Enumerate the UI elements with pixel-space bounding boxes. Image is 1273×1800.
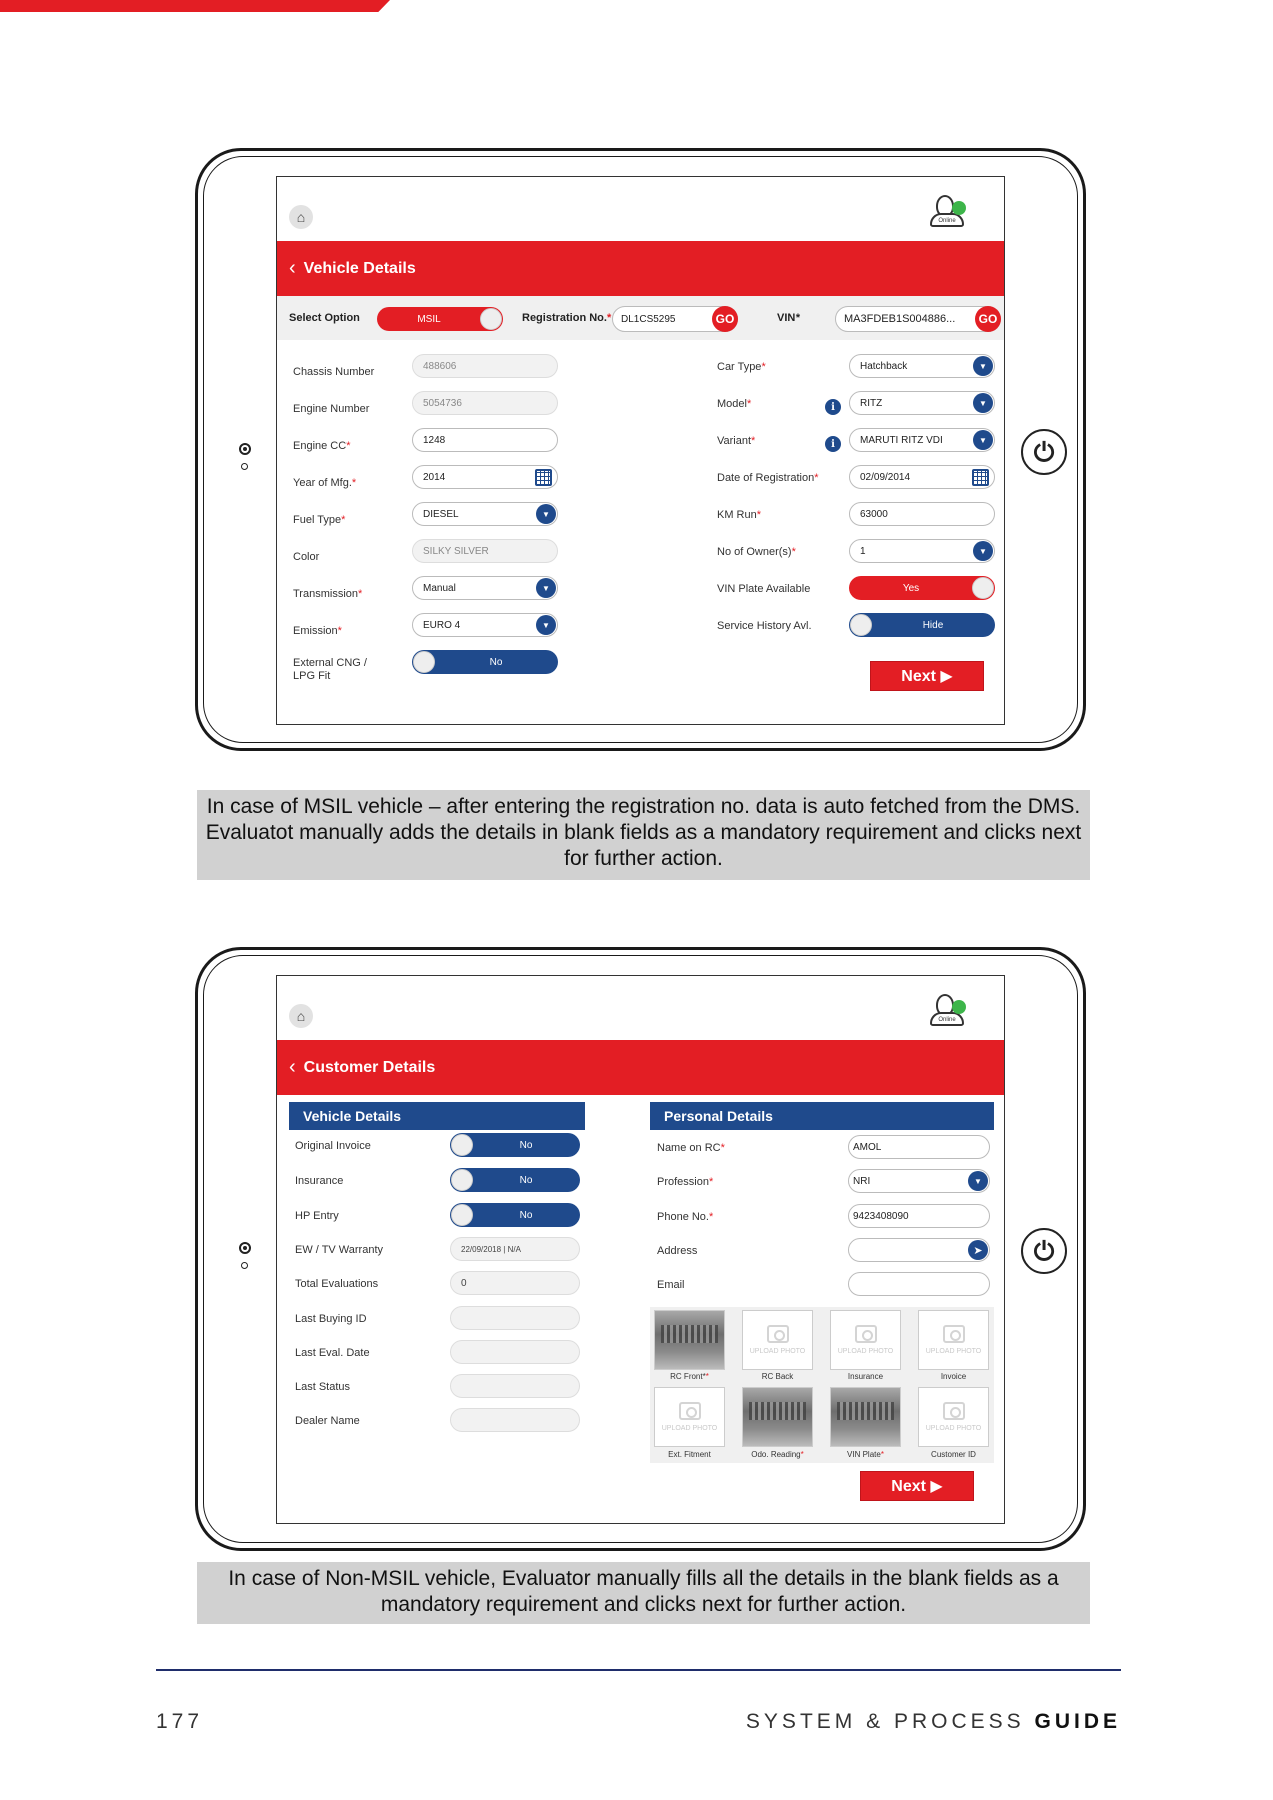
- back-chevron-icon[interactable]: ‹: [289, 1056, 296, 1078]
- profession-label: Profession*: [657, 1176, 714, 1188]
- original-invoice-toggle[interactable]: No: [450, 1133, 580, 1157]
- customer-id-caption: Customer ID: [931, 1450, 976, 1459]
- chevron-down-icon[interactable]: ▼: [536, 615, 556, 635]
- vin-input[interactable]: MA3FDEB1S004886... GO: [835, 306, 1001, 332]
- registration-input[interactable]: DL1CS5295 GO: [612, 306, 738, 332]
- name-on-rc-label: Name on RC*: [657, 1142, 725, 1154]
- customer-id-upload[interactable]: UPLOAD PHOTO: [918, 1387, 989, 1447]
- model-label: Model*: [717, 398, 752, 410]
- insurance-label: Insurance: [295, 1175, 344, 1187]
- car-type-dropdown[interactable]: Hatchback ▼: [849, 354, 995, 378]
- transmission-dropdown[interactable]: Manual ▼: [412, 576, 558, 600]
- camera-icon: [239, 443, 251, 455]
- year-of-mfg-label: Year of Mfg.*: [293, 477, 357, 489]
- sensor-icon: [241, 463, 248, 470]
- rc-front-photo[interactable]: [654, 1310, 725, 1370]
- footer-guide-title: SYSTEM & PROCESS GUIDE: [745, 1710, 1121, 1733]
- footer-rule: [156, 1669, 1121, 1671]
- camera-icon: [767, 1325, 789, 1343]
- vin-go-button[interactable]: GO: [975, 306, 1001, 332]
- phone-no-label: Phone No.*: [657, 1211, 714, 1223]
- year-of-mfg-field[interactable]: 2014: [412, 465, 558, 489]
- registration-label: Registration No.*: [522, 312, 612, 324]
- address-label: Address: [657, 1245, 698, 1257]
- tablet-frame-vehicle-details: [195, 148, 1086, 751]
- personal-details-section-header: Personal Details: [650, 1102, 994, 1130]
- calendar-icon[interactable]: [535, 469, 552, 486]
- engine-number-field[interactable]: 5054736: [412, 391, 558, 415]
- chevron-down-icon[interactable]: ▼: [973, 393, 993, 413]
- hp-entry-label: HP Entry: [295, 1210, 339, 1222]
- power-button-icon[interactable]: ⏻: [1021, 429, 1067, 475]
- color-label: Color: [293, 551, 320, 563]
- rc-front-caption: RC Front**: [670, 1372, 709, 1381]
- insurance-caption: Insurance: [847, 1372, 884, 1381]
- camera-icon: [679, 1402, 701, 1420]
- invoice-upload[interactable]: UPLOAD PHOTO: [918, 1310, 989, 1370]
- online-user-icon: Online: [928, 992, 968, 1032]
- home-icon[interactable]: ⌂: [289, 1004, 313, 1028]
- camera-icon: [239, 1242, 251, 1254]
- engine-number-label: Engine Number: [293, 403, 370, 415]
- last-eval-date-field[interactable]: [450, 1340, 580, 1364]
- model-dropdown[interactable]: RITZ ▼: [849, 391, 995, 415]
- ext-fitment-caption: Ext. Fitment: [668, 1450, 711, 1459]
- external-cng-label: External CNG / LPG Fit: [293, 657, 367, 682]
- hp-entry-toggle[interactable]: No: [450, 1203, 580, 1227]
- page-title: Customer Details: [303, 1058, 436, 1076]
- km-run-field[interactable]: 63000: [849, 502, 995, 526]
- color-field[interactable]: SILKY SILVER: [412, 539, 558, 563]
- fuel-type-dropdown[interactable]: DIESEL ▼: [412, 502, 558, 526]
- variant-dropdown[interactable]: MARUTI RITZ VDI ▼: [849, 428, 995, 452]
- email-label: Email: [657, 1279, 685, 1291]
- name-on-rc-field[interactable]: AMOL: [848, 1135, 990, 1159]
- insurance-toggle[interactable]: No: [450, 1168, 580, 1192]
- transmission-label: Transmission*: [293, 588, 363, 600]
- no-of-owners-label: No of Owner(s)*: [717, 546, 796, 558]
- last-buying-id-field[interactable]: [450, 1306, 580, 1330]
- total-evaluations-label: Total Evaluations: [295, 1278, 379, 1290]
- original-invoice-label: Original Invoice: [295, 1140, 371, 1152]
- sensor-icon: [241, 1262, 248, 1269]
- vin-label: VIN*: [777, 312, 800, 324]
- chevron-down-icon[interactable]: ▼: [536, 504, 556, 524]
- odo-reading-photo[interactable]: [742, 1387, 813, 1447]
- engine-cc-field[interactable]: 1248: [412, 428, 558, 452]
- date-of-registration-label: Date of Registration*: [717, 472, 819, 484]
- home-icon[interactable]: ⌂: [289, 205, 313, 229]
- select-option-row: [277, 296, 1004, 340]
- service-history-toggle[interactable]: Hide: [849, 613, 995, 637]
- invoice-caption: Invoice: [940, 1372, 967, 1381]
- page-number: 177: [156, 1710, 204, 1733]
- date-of-registration-field[interactable]: 02/09/2014: [849, 465, 995, 489]
- service-history-label: Service History Avl.: [717, 620, 812, 632]
- dealer-name-field[interactable]: [450, 1408, 580, 1432]
- address-field[interactable]: [848, 1238, 990, 1262]
- insurance-upload[interactable]: UPLOAD PHOTO: [830, 1310, 901, 1370]
- next-button[interactable]: Next ▶: [870, 661, 984, 691]
- model-info-icon[interactable]: i: [825, 399, 841, 415]
- vin-plate-caption: VIN Plate*: [847, 1450, 884, 1459]
- select-option-toggle[interactable]: MSIL: [377, 307, 503, 331]
- emission-label: Emission*: [293, 625, 342, 637]
- header-accent-band: [0, 0, 390, 12]
- online-user-icon: Online: [928, 193, 968, 233]
- last-buying-id-label: Last Buying ID: [295, 1313, 367, 1325]
- camera-icon: [943, 1325, 965, 1343]
- caption-msil: In case of MSIL vehicle – after entering the registration no. data is auto fetched from the DMS. Evaluatot manually adds the details in blank fields as a mandatory requirement and clicks next for further action.: [197, 790, 1090, 880]
- vin-plate-available-label: VIN Plate Available: [717, 583, 811, 595]
- total-evaluations-field[interactable]: 0: [450, 1271, 580, 1295]
- profession-dropdown[interactable]: NRI ▼: [848, 1169, 990, 1193]
- caption-non-msil: In case of Non-MSIL vehicle, Evaluator manually fills all the details in the blank fields as a mandatory requirement and clicks next for further action.: [197, 1562, 1090, 1624]
- odo-reading-caption: Odo. Reading*: [751, 1450, 804, 1459]
- variant-info-icon[interactable]: i: [825, 436, 841, 452]
- registration-go-button[interactable]: GO: [712, 306, 738, 332]
- tablet-frame-customer-details: [195, 947, 1086, 1551]
- chassis-number-field[interactable]: 488606: [412, 354, 558, 378]
- customer-details-title-bar: [277, 1040, 1004, 1095]
- location-arrow-icon[interactable]: ➤: [968, 1240, 988, 1260]
- car-type-label: Car Type*: [717, 361, 766, 373]
- email-field[interactable]: [848, 1272, 990, 1296]
- dealer-name-label: Dealer Name: [295, 1415, 360, 1427]
- vehicle-details-section-header: Vehicle Details: [289, 1102, 585, 1130]
- customer-details-screen: [276, 975, 1005, 1524]
- page-title: Vehicle Details: [303, 259, 416, 277]
- chevron-down-icon[interactable]: ▼: [968, 1171, 988, 1191]
- vehicle-details-title-bar: [277, 241, 1004, 296]
- vehicle-details-screen: [276, 176, 1005, 725]
- last-eval-date-label: Last Eval. Date: [295, 1347, 370, 1359]
- vin-plate-toggle[interactable]: Yes: [849, 576, 995, 600]
- chevron-down-icon[interactable]: ▼: [973, 541, 993, 561]
- last-status-label: Last Status: [295, 1381, 351, 1393]
- next-button[interactable]: Next ▶: [860, 1471, 974, 1501]
- chevron-down-icon[interactable]: ▼: [973, 356, 993, 376]
- chassis-number-label: Chassis Number: [293, 366, 375, 378]
- back-chevron-icon[interactable]: ‹: [289, 257, 296, 279]
- engine-cc-label: Engine CC*: [293, 440, 351, 452]
- vin-plate-photo[interactable]: [830, 1387, 901, 1447]
- external-cng-toggle[interactable]: No: [412, 650, 558, 674]
- camera-icon: [943, 1402, 965, 1420]
- chevron-down-icon[interactable]: ▼: [973, 430, 993, 450]
- km-run-label: KM Run*: [717, 509, 762, 521]
- select-option-label: Select Option: [289, 312, 360, 324]
- variant-label: Variant*: [717, 435, 756, 447]
- ew-tv-warranty-label: EW / TV Warranty: [295, 1244, 384, 1256]
- chevron-down-icon[interactable]: ▼: [536, 578, 556, 598]
- power-button-icon[interactable]: ⏻: [1021, 1228, 1067, 1274]
- camera-icon: [855, 1325, 877, 1343]
- no-of-owners-dropdown[interactable]: 1 ▼: [849, 539, 995, 563]
- emission-dropdown[interactable]: EURO 4 ▼: [412, 613, 558, 637]
- last-status-field[interactable]: [450, 1374, 580, 1398]
- calendar-icon[interactable]: [972, 469, 989, 486]
- ext-fitment-upload[interactable]: UPLOAD PHOTO: [654, 1387, 725, 1447]
- fuel-type-label: Fuel Type*: [293, 514, 346, 526]
- ew-tv-warranty-field[interactable]: 22/09/2018 | N/A: [450, 1237, 580, 1261]
- rc-back-caption: RC Back: [761, 1372, 794, 1381]
- rc-back-upload[interactable]: UPLOAD PHOTO: [742, 1310, 813, 1370]
- phone-no-field[interactable]: 9423408090: [848, 1204, 990, 1228]
